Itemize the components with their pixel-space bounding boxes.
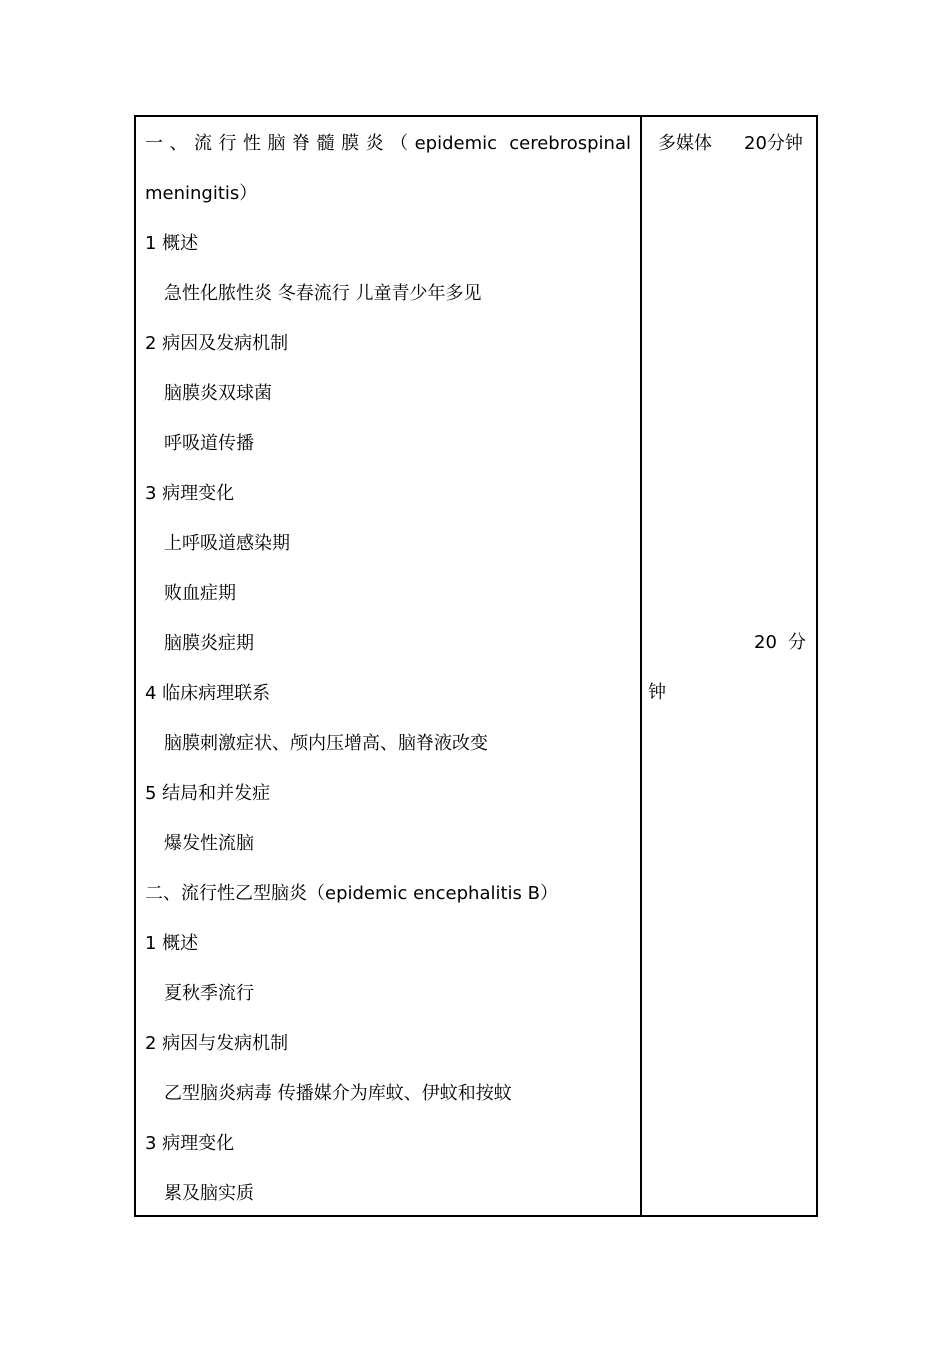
content-heading-line: 2 病因与发病机制 — [145, 1033, 289, 1054]
time-allocation-unit: 分 — [788, 632, 806, 653]
content-heading-line: 3 病理变化 — [145, 1133, 235, 1154]
content-detail-line: 累及脑实质 — [164, 1183, 254, 1204]
content-heading-line: 4 临床病理联系 — [145, 683, 271, 704]
content-detail-line: 夏秋季流行 — [164, 983, 254, 1004]
content-heading-line: 1 概述 — [145, 933, 199, 954]
time-allocation: 20分钟 — [744, 133, 803, 154]
content-detail-line: 爆发性流脑 — [164, 833, 254, 854]
content-heading-line: 3 病理变化 — [145, 483, 235, 504]
content-heading-line: 一、流行性脑脊髓膜炎（epidemic cerebrospinal — [145, 133, 631, 154]
content-heading-line: 2 病因及发病机制 — [145, 333, 289, 354]
content-detail-line: 急性化脓性炎 冬春流行 儿童青少年多见 — [164, 283, 482, 304]
content-detail-line: 脑膜炎双球菌 — [164, 383, 272, 404]
content-detail-line: 脑膜炎症期 — [164, 633, 254, 654]
content-detail-line: 呼吸道传播 — [164, 433, 254, 454]
lesson-table — [134, 115, 818, 1217]
content-heading-line: meningitis） — [145, 183, 258, 204]
content-detail-line: 脑膜刺激症状、颅内压增高、脑脊液改变 — [164, 733, 488, 754]
content-detail-line: 乙型脑炎病毒 传播媒介为库蚊、伊蚊和按蚊 — [164, 1083, 512, 1104]
content-heading-line: 5 结局和并发症 — [145, 783, 271, 804]
column-divider — [640, 117, 642, 1215]
content-detail-line: 败血症期 — [164, 583, 236, 604]
teaching-method: 多媒体 — [658, 133, 712, 154]
time-allocation-number: 20 — [754, 632, 777, 653]
content-heading-line: 二、流行性乙型脑炎（epidemic encephalitis B） — [145, 883, 558, 904]
time-allocation-unit-wrap: 钟 — [648, 682, 666, 703]
content-detail-line: 上呼吸道感染期 — [164, 533, 290, 554]
content-heading-line: 1 概述 — [145, 233, 199, 254]
